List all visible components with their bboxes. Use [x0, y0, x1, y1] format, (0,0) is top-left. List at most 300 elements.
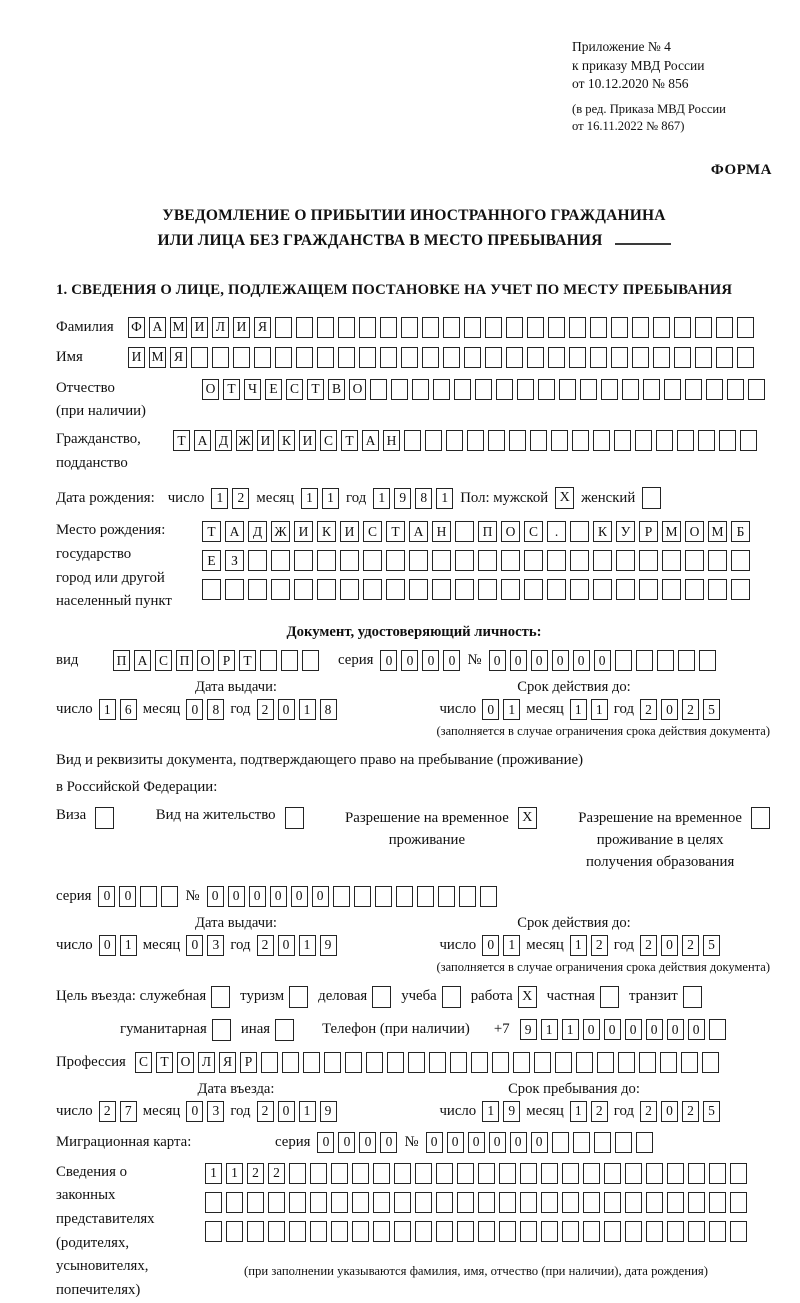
char-cell[interactable]: [569, 347, 586, 368]
char-cell[interactable]: [212, 347, 229, 368]
char-cell[interactable]: [261, 1052, 278, 1073]
char-cell[interactable]: [583, 1192, 600, 1213]
char-cell[interactable]: П: [176, 650, 193, 671]
char-cell[interactable]: И: [128, 347, 145, 368]
char-cell[interactable]: 2: [640, 699, 657, 720]
char-cell[interactable]: Р: [218, 650, 235, 671]
char-cell[interactable]: [572, 430, 589, 451]
checkbox-cell[interactable]: [442, 986, 461, 1008]
char-cell[interactable]: 0: [661, 699, 678, 720]
char-cell[interactable]: [646, 1192, 663, 1213]
char-cell[interactable]: [317, 550, 336, 571]
char-cell[interactable]: А: [362, 430, 379, 451]
char-cell[interactable]: [436, 1192, 453, 1213]
char-cell[interactable]: 0: [186, 1101, 203, 1122]
char-cell[interactable]: 0: [443, 650, 460, 671]
checkbox-cell[interactable]: [285, 807, 304, 829]
char-cell[interactable]: [513, 1052, 530, 1073]
char-cell[interactable]: Д: [215, 430, 232, 451]
char-cell[interactable]: [471, 1052, 488, 1073]
char-cell[interactable]: М: [662, 521, 681, 542]
char-cell[interactable]: [432, 550, 451, 571]
char-cell[interactable]: [737, 317, 754, 338]
checkbox-cell[interactable]: X: [518, 807, 537, 829]
char-cell[interactable]: [547, 579, 566, 600]
char-cell[interactable]: [709, 1019, 726, 1040]
char-cell[interactable]: [520, 1192, 537, 1213]
char-cell[interactable]: [331, 1163, 348, 1184]
char-cell[interactable]: [604, 1163, 621, 1184]
char-cell[interactable]: К: [317, 521, 336, 542]
char-cell[interactable]: [433, 379, 450, 400]
char-cell[interactable]: А: [134, 650, 151, 671]
char-cell[interactable]: [455, 579, 474, 600]
char-cell[interactable]: [455, 521, 474, 542]
char-cell[interactable]: [506, 347, 523, 368]
char-cell[interactable]: И: [257, 430, 274, 451]
char-cell[interactable]: [699, 650, 716, 671]
char-cell[interactable]: [685, 579, 704, 600]
char-cell[interactable]: [429, 1052, 446, 1073]
char-cell[interactable]: [562, 1221, 579, 1242]
char-cell[interactable]: [233, 347, 250, 368]
char-cell[interactable]: Т: [307, 379, 324, 400]
char-cell[interactable]: [363, 579, 382, 600]
char-cell[interactable]: [370, 379, 387, 400]
char-cell[interactable]: 9: [320, 1101, 337, 1122]
char-cell[interactable]: [331, 1221, 348, 1242]
char-cell[interactable]: [737, 347, 754, 368]
char-cell[interactable]: 0: [426, 1132, 443, 1153]
char-cell[interactable]: [688, 1163, 705, 1184]
char-cell[interactable]: Т: [386, 521, 405, 542]
char-cell[interactable]: 0: [291, 886, 308, 907]
char-cell[interactable]: 0: [119, 886, 136, 907]
char-cell[interactable]: [590, 347, 607, 368]
char-cell[interactable]: [604, 1192, 621, 1213]
char-cell[interactable]: [611, 317, 628, 338]
char-cell[interactable]: [639, 579, 658, 600]
char-cell[interactable]: [359, 347, 376, 368]
char-cell[interactable]: [709, 1192, 726, 1213]
char-cell[interactable]: 0: [583, 1019, 600, 1040]
char-cell[interactable]: С: [155, 650, 172, 671]
checkbox-cell[interactable]: [275, 1019, 294, 1041]
char-cell[interactable]: Е: [265, 379, 282, 400]
char-cell[interactable]: [394, 1221, 411, 1242]
char-cell[interactable]: С: [524, 521, 543, 542]
char-cell[interactable]: [296, 347, 313, 368]
char-cell[interactable]: И: [294, 521, 313, 542]
char-cell[interactable]: [524, 579, 543, 600]
char-cell[interactable]: [303, 1052, 320, 1073]
char-cell[interactable]: [478, 579, 497, 600]
char-cell[interactable]: [731, 550, 750, 571]
char-cell[interactable]: 8: [415, 488, 432, 509]
char-cell[interactable]: П: [113, 650, 130, 671]
char-cell[interactable]: [681, 1052, 698, 1073]
checkbox-cell[interactable]: [600, 986, 619, 1008]
char-cell[interactable]: Ч: [244, 379, 261, 400]
char-cell[interactable]: [338, 347, 355, 368]
char-cell[interactable]: Е: [202, 550, 221, 571]
char-cell[interactable]: Л: [212, 317, 229, 338]
char-cell[interactable]: 0: [531, 1132, 548, 1153]
char-cell[interactable]: [275, 317, 292, 338]
char-cell[interactable]: 1: [205, 1163, 222, 1184]
char-cell[interactable]: 2: [682, 935, 699, 956]
char-cell[interactable]: [601, 379, 618, 400]
char-cell[interactable]: [593, 430, 610, 451]
char-cell[interactable]: [294, 579, 313, 600]
char-cell[interactable]: Я: [219, 1052, 236, 1073]
char-cell[interactable]: [573, 1132, 590, 1153]
char-cell[interactable]: [268, 1192, 285, 1213]
char-cell[interactable]: [247, 1192, 264, 1213]
char-cell[interactable]: 0: [625, 1019, 642, 1040]
char-cell[interactable]: 0: [489, 1132, 506, 1153]
char-cell[interactable]: [688, 1221, 705, 1242]
char-cell[interactable]: [657, 650, 674, 671]
char-cell[interactable]: [380, 317, 397, 338]
char-cell[interactable]: М: [170, 317, 187, 338]
char-cell[interactable]: [635, 430, 652, 451]
char-cell[interactable]: [455, 550, 474, 571]
char-cell[interactable]: [541, 1192, 558, 1213]
char-cell[interactable]: Р: [240, 1052, 257, 1073]
char-cell[interactable]: [583, 1163, 600, 1184]
char-cell[interactable]: [394, 1163, 411, 1184]
char-cell[interactable]: 2: [591, 1101, 608, 1122]
char-cell[interactable]: О: [501, 521, 520, 542]
char-cell[interactable]: [625, 1221, 642, 1242]
char-cell[interactable]: 8: [207, 699, 224, 720]
char-cell[interactable]: [604, 1221, 621, 1242]
char-cell[interactable]: 2: [640, 935, 657, 956]
char-cell[interactable]: 8: [320, 699, 337, 720]
char-cell[interactable]: [205, 1192, 222, 1213]
char-cell[interactable]: [281, 650, 298, 671]
char-cell[interactable]: [412, 379, 429, 400]
char-cell[interactable]: [639, 550, 658, 571]
char-cell[interactable]: 0: [98, 886, 115, 907]
char-cell[interactable]: [530, 430, 547, 451]
char-cell[interactable]: Ж: [236, 430, 253, 451]
char-cell[interactable]: [618, 1052, 635, 1073]
char-cell[interactable]: [576, 1052, 593, 1073]
char-cell[interactable]: О: [349, 379, 366, 400]
char-cell[interactable]: [375, 886, 392, 907]
char-cell[interactable]: Т: [202, 521, 221, 542]
char-cell[interactable]: З: [225, 550, 244, 571]
char-cell[interactable]: [548, 347, 565, 368]
char-cell[interactable]: 9: [394, 488, 411, 509]
char-cell[interactable]: М: [149, 347, 166, 368]
char-cell[interactable]: 1: [226, 1163, 243, 1184]
char-cell[interactable]: [548, 317, 565, 338]
checkbox-cell[interactable]: [211, 986, 230, 1008]
char-cell[interactable]: [685, 379, 702, 400]
char-cell[interactable]: [275, 347, 292, 368]
char-cell[interactable]: [310, 1221, 327, 1242]
char-cell[interactable]: [583, 1221, 600, 1242]
char-cell[interactable]: Т: [239, 650, 256, 671]
char-cell[interactable]: [664, 379, 681, 400]
char-cell[interactable]: [205, 1221, 222, 1242]
char-cell[interactable]: [467, 430, 484, 451]
checkbox-cell[interactable]: [683, 986, 702, 1008]
char-cell[interactable]: 2: [247, 1163, 264, 1184]
char-cell[interactable]: 0: [604, 1019, 621, 1040]
char-cell[interactable]: Б: [731, 521, 750, 542]
char-cell[interactable]: 5: [703, 699, 720, 720]
char-cell[interactable]: 1: [99, 699, 116, 720]
char-cell[interactable]: [478, 550, 497, 571]
char-cell[interactable]: [408, 1052, 425, 1073]
char-cell[interactable]: [480, 886, 497, 907]
char-cell[interactable]: [593, 579, 612, 600]
char-cell[interactable]: [294, 550, 313, 571]
char-cell[interactable]: [352, 1221, 369, 1242]
char-cell[interactable]: [541, 1221, 558, 1242]
char-cell[interactable]: [614, 430, 631, 451]
char-cell[interactable]: А: [409, 521, 428, 542]
char-cell[interactable]: [422, 347, 439, 368]
char-cell[interactable]: 0: [688, 1019, 705, 1040]
char-cell[interactable]: [457, 1163, 474, 1184]
char-cell[interactable]: [695, 347, 712, 368]
char-cell[interactable]: 9: [320, 935, 337, 956]
char-cell[interactable]: [436, 1163, 453, 1184]
char-cell[interactable]: [417, 886, 434, 907]
char-cell[interactable]: [140, 886, 157, 907]
char-cell[interactable]: [517, 379, 534, 400]
char-cell[interactable]: [653, 317, 670, 338]
char-cell[interactable]: [289, 1221, 306, 1242]
char-cell[interactable]: [716, 317, 733, 338]
char-cell[interactable]: [446, 430, 463, 451]
char-cell[interactable]: 0: [359, 1132, 376, 1153]
char-cell[interactable]: О: [685, 521, 704, 542]
char-cell[interactable]: [677, 430, 694, 451]
char-cell[interactable]: [492, 1052, 509, 1073]
char-cell[interactable]: [509, 430, 526, 451]
char-cell[interactable]: 2: [257, 699, 274, 720]
char-cell[interactable]: [366, 1052, 383, 1073]
char-cell[interactable]: [317, 347, 334, 368]
char-cell[interactable]: 0: [270, 886, 287, 907]
char-cell[interactable]: [432, 579, 451, 600]
char-cell[interactable]: [674, 347, 691, 368]
char-cell[interactable]: 0: [422, 650, 439, 671]
char-cell[interactable]: [443, 347, 460, 368]
char-cell[interactable]: [496, 379, 513, 400]
char-cell[interactable]: 5: [703, 935, 720, 956]
char-cell[interactable]: [396, 886, 413, 907]
checkbox-cell[interactable]: [751, 807, 770, 829]
char-cell[interactable]: [653, 347, 670, 368]
char-cell[interactable]: [625, 1192, 642, 1213]
char-cell[interactable]: И: [233, 317, 250, 338]
char-cell[interactable]: 1: [301, 488, 318, 509]
char-cell[interactable]: 1: [299, 935, 316, 956]
char-cell[interactable]: [359, 317, 376, 338]
char-cell[interactable]: [464, 347, 481, 368]
char-cell[interactable]: [289, 1192, 306, 1213]
char-cell[interactable]: [436, 1221, 453, 1242]
char-cell[interactable]: 0: [661, 1101, 678, 1122]
char-cell[interactable]: [457, 1192, 474, 1213]
char-cell[interactable]: [354, 886, 371, 907]
char-cell[interactable]: 0: [249, 886, 266, 907]
char-cell[interactable]: 2: [591, 935, 608, 956]
char-cell[interactable]: [425, 430, 442, 451]
char-cell[interactable]: [225, 579, 244, 600]
char-cell[interactable]: О: [197, 650, 214, 671]
char-cell[interactable]: С: [320, 430, 337, 451]
char-cell[interactable]: 0: [186, 699, 203, 720]
char-cell[interactable]: 0: [447, 1132, 464, 1153]
char-cell[interactable]: 0: [99, 935, 116, 956]
char-cell[interactable]: [387, 1052, 404, 1073]
char-cell[interactable]: Н: [383, 430, 400, 451]
char-cell[interactable]: [678, 650, 695, 671]
char-cell[interactable]: 0: [482, 699, 499, 720]
char-cell[interactable]: [340, 579, 359, 600]
char-cell[interactable]: [317, 579, 336, 600]
char-cell[interactable]: 5: [703, 1101, 720, 1122]
char-cell[interactable]: [161, 886, 178, 907]
char-cell[interactable]: [656, 430, 673, 451]
char-cell[interactable]: [667, 1221, 684, 1242]
char-cell[interactable]: [302, 650, 319, 671]
char-cell[interactable]: [590, 317, 607, 338]
char-cell[interactable]: [527, 347, 544, 368]
char-cell[interactable]: О: [177, 1052, 194, 1073]
char-cell[interactable]: Я: [170, 347, 187, 368]
char-cell[interactable]: [422, 317, 439, 338]
char-cell[interactable]: [667, 1192, 684, 1213]
char-cell[interactable]: [248, 579, 267, 600]
char-cell[interactable]: 0: [661, 935, 678, 956]
char-cell[interactable]: [501, 550, 520, 571]
char-cell[interactable]: [520, 1163, 537, 1184]
char-cell[interactable]: 0: [482, 935, 499, 956]
char-cell[interactable]: [499, 1221, 516, 1242]
char-cell[interactable]: [674, 317, 691, 338]
checkbox-cell[interactable]: X: [518, 986, 537, 1008]
char-cell[interactable]: 0: [468, 1132, 485, 1153]
char-cell[interactable]: [501, 579, 520, 600]
char-cell[interactable]: [415, 1221, 432, 1242]
char-cell[interactable]: [615, 650, 632, 671]
char-cell[interactable]: [363, 550, 382, 571]
char-cell[interactable]: [391, 379, 408, 400]
char-cell[interactable]: [386, 579, 405, 600]
char-cell[interactable]: [615, 1132, 632, 1153]
char-cell[interactable]: [730, 1221, 747, 1242]
char-cell[interactable]: И: [340, 521, 359, 542]
char-cell[interactable]: [352, 1163, 369, 1184]
char-cell[interactable]: 6: [120, 699, 137, 720]
char-cell[interactable]: 0: [510, 1132, 527, 1153]
char-cell[interactable]: С: [135, 1052, 152, 1073]
char-cell[interactable]: И: [299, 430, 316, 451]
checkbox-cell[interactable]: X: [555, 487, 574, 509]
char-cell[interactable]: 0: [510, 650, 527, 671]
char-cell[interactable]: 0: [380, 650, 397, 671]
char-cell[interactable]: [464, 317, 481, 338]
char-cell[interactable]: [622, 379, 639, 400]
char-cell[interactable]: [570, 550, 589, 571]
checkbox-cell[interactable]: [212, 1019, 231, 1041]
char-cell[interactable]: Я: [254, 317, 271, 338]
char-cell[interactable]: [450, 1052, 467, 1073]
char-cell[interactable]: 2: [682, 699, 699, 720]
char-cell[interactable]: [401, 347, 418, 368]
char-cell[interactable]: 0: [338, 1132, 355, 1153]
char-cell[interactable]: [685, 550, 704, 571]
char-cell[interactable]: [202, 579, 221, 600]
char-cell[interactable]: Д: [248, 521, 267, 542]
char-cell[interactable]: 1: [482, 1101, 499, 1122]
char-cell[interactable]: [594, 1132, 611, 1153]
char-cell[interactable]: [478, 1192, 495, 1213]
char-cell[interactable]: [373, 1163, 390, 1184]
char-cell[interactable]: У: [616, 521, 635, 542]
char-cell[interactable]: 0: [278, 699, 295, 720]
char-cell[interactable]: В: [328, 379, 345, 400]
char-cell[interactable]: К: [593, 521, 612, 542]
char-cell[interactable]: [380, 347, 397, 368]
char-cell[interactable]: [333, 886, 350, 907]
char-cell[interactable]: Т: [223, 379, 240, 400]
char-cell[interactable]: [404, 430, 421, 451]
char-cell[interactable]: [639, 1052, 656, 1073]
char-cell[interactable]: 1: [211, 488, 228, 509]
char-cell[interactable]: [632, 317, 649, 338]
char-cell[interactable]: [310, 1163, 327, 1184]
char-cell[interactable]: С: [286, 379, 303, 400]
char-cell[interactable]: 0: [401, 650, 418, 671]
char-cell[interactable]: 0: [573, 650, 590, 671]
char-cell[interactable]: [401, 317, 418, 338]
char-cell[interactable]: [475, 379, 492, 400]
char-cell[interactable]: 0: [531, 650, 548, 671]
char-cell[interactable]: [719, 430, 736, 451]
char-cell[interactable]: [660, 1052, 677, 1073]
char-cell[interactable]: [570, 579, 589, 600]
char-cell[interactable]: [478, 1221, 495, 1242]
char-cell[interactable]: [740, 430, 757, 451]
char-cell[interactable]: Л: [198, 1052, 215, 1073]
char-cell[interactable]: [662, 550, 681, 571]
char-cell[interactable]: Т: [341, 430, 358, 451]
char-cell[interactable]: [698, 430, 715, 451]
char-cell[interactable]: О: [202, 379, 219, 400]
char-cell[interactable]: [709, 1163, 726, 1184]
char-cell[interactable]: [527, 317, 544, 338]
char-cell[interactable]: 1: [562, 1019, 579, 1040]
char-cell[interactable]: [254, 347, 271, 368]
char-cell[interactable]: [555, 1052, 572, 1073]
char-cell[interactable]: 1: [503, 935, 520, 956]
char-cell[interactable]: .: [547, 521, 566, 542]
char-cell[interactable]: [485, 347, 502, 368]
char-cell[interactable]: [488, 430, 505, 451]
char-cell[interactable]: 2: [640, 1101, 657, 1122]
char-cell[interactable]: 3: [207, 1101, 224, 1122]
